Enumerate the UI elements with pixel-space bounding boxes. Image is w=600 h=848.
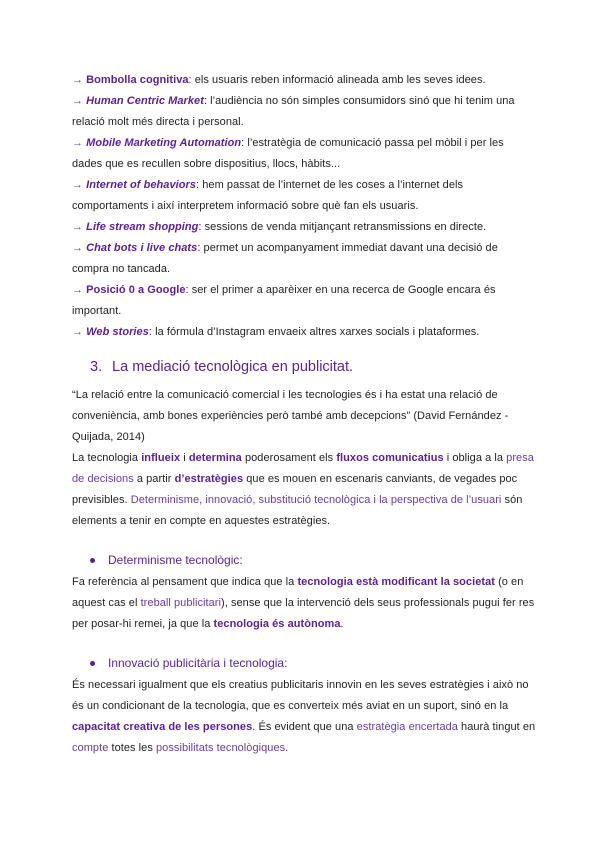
concept-link[interactable]: estratègia encertada	[356, 721, 458, 733]
list-item	[72, 133, 540, 175]
term: Bombolla cognitiva	[86, 74, 189, 86]
description: : permet un acompanyament immediat davant una decisió de	[197, 242, 498, 254]
description: : ser el primer a aparèixer en una recerca de Google encara és	[185, 284, 496, 296]
intro-paragraph: La tecnologia influeix i determina poderosament els fluxos comunicatius i obliga a la presa de decisions a partir d’estratègies que es mouen en escenaris canviants, de vegades poc previsibles. Determinisme, innovació, substitució tecnològica i la perspectiva de l’usuari són elements a tenir en compte en aquestes estratègies.	[72, 452, 534, 527]
list-item	[72, 280, 540, 322]
bullet-dot-icon	[90, 558, 95, 563]
term: Chat bots i live chats	[86, 242, 198, 254]
list-item	[72, 238, 540, 280]
arrow-right-icon: →	[72, 74, 84, 86]
quote-paragraph: “La relació entre la comunicació comercial i les tecnologies és i ha estat una relació de conveniència, amb bones experiències però també amb decepcions” (David Fernández - Quijada, 2014)	[72, 389, 509, 443]
concept-link[interactable]: possibilitats tecnològiques	[156, 742, 286, 754]
determinisme-paragraph: Fa referència al pensament que indica que la tecnologia està modificant la societat (o en aquest cas el treball publicitari), sense que la intervenció dels seus professionals pugui fer res per posar-hi remei, ja que la tecnologia és autònoma.	[72, 576, 535, 630]
section-number: 3.	[90, 359, 103, 375]
term: Web stories	[86, 326, 149, 338]
term: Mobile Marketing Automation	[86, 137, 242, 149]
bullet-dot-icon	[90, 661, 95, 666]
concept-link[interactable]: Determinisme, innovació, substitució tecnològica i la perspectiva de l’usuari	[130, 494, 502, 506]
description-continued: comportaments i així interpretem informació sobre què fan els usuaris.	[72, 200, 419, 212]
description: : l’estratègia de comunicació passa pel mòbil i per les	[241, 137, 504, 149]
document-page	[72, 70, 540, 759]
term: Life stream shopping	[86, 221, 199, 233]
arrow-right-icon: →	[72, 326, 84, 338]
description-continued: dades que es recullen sobre dispositius, llocs, hàbits...	[72, 158, 341, 170]
section-title: La mediació tecnològica en publicitat.	[112, 359, 354, 375]
arrow-right-icon: →	[72, 137, 84, 149]
arrow-right-icon: →	[72, 95, 84, 107]
concept-link[interactable]: presa de decisions	[72, 452, 534, 485]
list-item	[72, 175, 540, 217]
arrow-right-icon: →	[72, 284, 84, 296]
description: : hem passat de l’internet de les coses a l’internet dels	[196, 179, 464, 191]
description: : sessions de venda mitjançant retransmissions en directe.	[198, 221, 487, 233]
arrow-right-icon: →	[72, 242, 84, 254]
list-item	[72, 70, 540, 91]
concept-link[interactable]: compte	[72, 742, 109, 754]
section-heading	[90, 355, 540, 379]
description: : la fórmula d’Instagram envaeix altres xarxes socials i plataformes.	[148, 326, 480, 338]
subheading-determinisme: Determinisme tecnològic:	[90, 550, 540, 570]
arrow-right-icon: →	[72, 221, 84, 233]
list-item	[72, 91, 540, 133]
description: : l’audiència no són simples consumidors sinó que hi tenim una	[203, 95, 515, 107]
description-continued: relació molt més directa i personal.	[72, 116, 244, 128]
arrow-right-icon: →	[72, 179, 84, 191]
list-item	[72, 322, 540, 343]
description: : els usuaris reben informació alineada amb les seves idees.	[188, 74, 486, 86]
term: Internet of behaviors	[86, 179, 197, 191]
term: Posició 0 a Google	[86, 284, 186, 296]
concept-link[interactable]: treball publicitari	[140, 597, 222, 609]
innovacio-paragraph: És necessari igualment que els creatius publicitaris innovin en les seves estratègies i això no és un condicionant de la tecnologia, que es converteix més aviat en un suport, sinó en la capacitat creativa de les persones. És evident que una estratègia encertada haurà tingut en compte totes les possibilitats tecnològiques.	[72, 679, 536, 754]
description-continued: compra no tancada.	[72, 263, 171, 275]
term: Human Centric Market	[86, 95, 204, 107]
description-continued: important.	[72, 305, 122, 317]
subheading-innovacio: Innovació publicitària i tecnologia:	[90, 653, 540, 673]
list-item	[72, 217, 540, 238]
trend-list	[72, 70, 540, 343]
